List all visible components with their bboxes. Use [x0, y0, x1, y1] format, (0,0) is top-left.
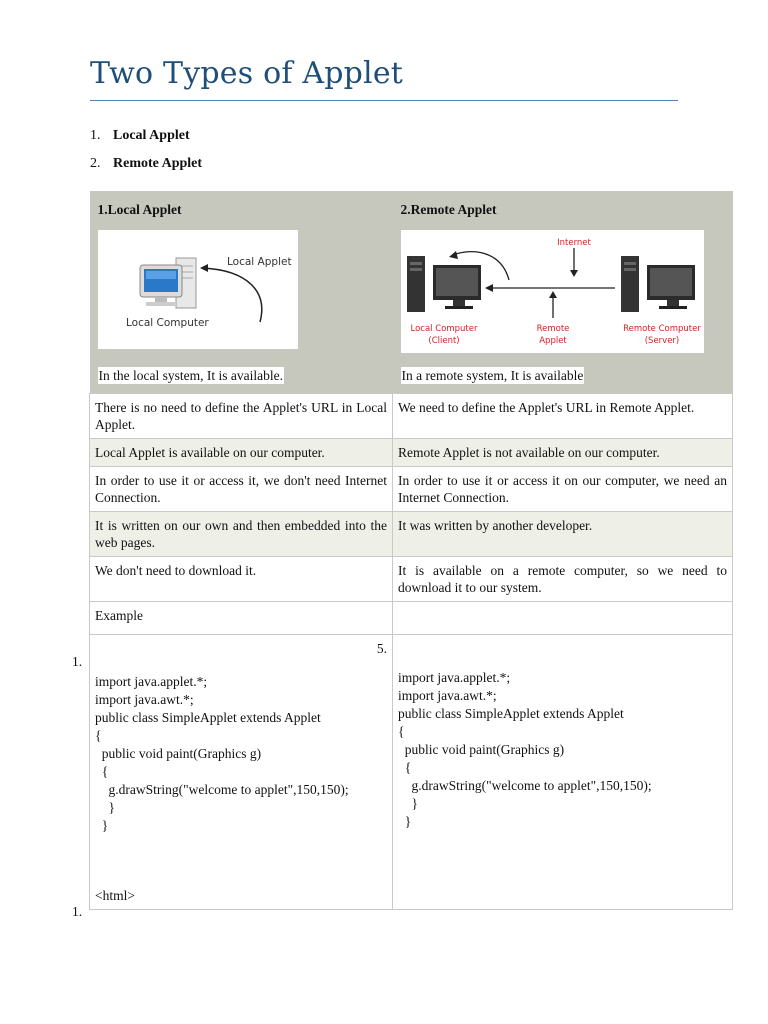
table-row: [90, 557, 733, 602]
comparison-table: [89, 191, 733, 910]
remote-computer-label: Remote Computer: [622, 324, 701, 334]
server-label: (Server): [644, 336, 679, 346]
left-code-cell: [90, 635, 393, 910]
applet-label: Applet: [538, 336, 567, 346]
remote-applet-header-cell: [393, 191, 733, 394]
table-cell: In order to use it or access it, we don't need Internet Connection.: [90, 467, 393, 512]
client-label: (Client): [427, 336, 460, 346]
list-item: 1. Local Applet: [90, 128, 190, 143]
table-cell: In order to use it or access it on our computer, we need an Internet Connection.: [393, 467, 733, 512]
remote-label: Remote: [536, 324, 569, 334]
types-list: [90, 128, 202, 184]
local-applet-heading: 1.Local Applet: [97, 202, 182, 217]
local-applet-diagram: [98, 230, 298, 349]
local-availability-caption: In the local system, It is available.: [98, 368, 283, 383]
html-tag-line: <html>: [95, 888, 135, 903]
table-cell: It is written on our own and then embedded into the web pages.: [90, 512, 393, 557]
code-row: [90, 635, 733, 910]
left-code-block: import java.applet.*; import java.awt.*; public class SimpleApplet extends Applet { public void paint(Graphics g) { g.drawString("welcome to applet",150,150); } }: [95, 674, 349, 833]
table-cell: Remote Applet is not available on our computer.: [393, 439, 733, 467]
table-cell: [393, 602, 733, 635]
page-title: Two Types of Applet: [90, 56, 404, 91]
right-code-block: import java.applet.*; import java.awt.*; public class SimpleApplet extends Applet { public void paint(Graphics g) { g.drawString("welcome to applet",150,150); } }: [398, 670, 652, 829]
table-row: [90, 602, 733, 635]
header-row: [90, 191, 733, 394]
list-item: 2. Remote Applet: [90, 156, 203, 171]
local-computer-label: Local Computer: [125, 317, 209, 329]
table-row: [90, 439, 733, 467]
code-list-marker: 1.: [72, 654, 83, 669]
remote-availability-caption: In a remote system, It is available: [401, 368, 584, 383]
table-cell: It is available on a remote computer, so we need to download it to our system.: [393, 557, 733, 602]
remote-diagram-local-computer-label: Local Computer: [410, 324, 477, 334]
local-applet-header-cell: [90, 191, 393, 394]
table-cell: There is no need to define the Applet's URL in Local Applet.: [90, 394, 393, 439]
right-code-cell: [393, 635, 733, 910]
table-cell: Local Applet is available on our computer.: [90, 439, 393, 467]
example-label-cell: Example: [90, 602, 393, 635]
table-cell: We need to define the Applet's URL in Remote Applet.: [393, 394, 733, 439]
list-number-five: 5.: [376, 641, 387, 656]
code-list-marker-bottom: 1.: [72, 904, 83, 919]
table-row: [90, 394, 733, 439]
table-cell: It was written by another developer.: [393, 512, 733, 557]
local-applet-label: Local Applet: [226, 256, 292, 268]
table-row: [90, 467, 733, 512]
table-cell: We don't need to download it.: [90, 557, 393, 602]
table-row: [90, 512, 733, 557]
remote-applet-heading: 2.Remote Applet: [400, 202, 497, 217]
title-underline: [90, 100, 678, 101]
remote-applet-diagram: [401, 230, 704, 353]
internet-label: Internet: [556, 238, 591, 248]
